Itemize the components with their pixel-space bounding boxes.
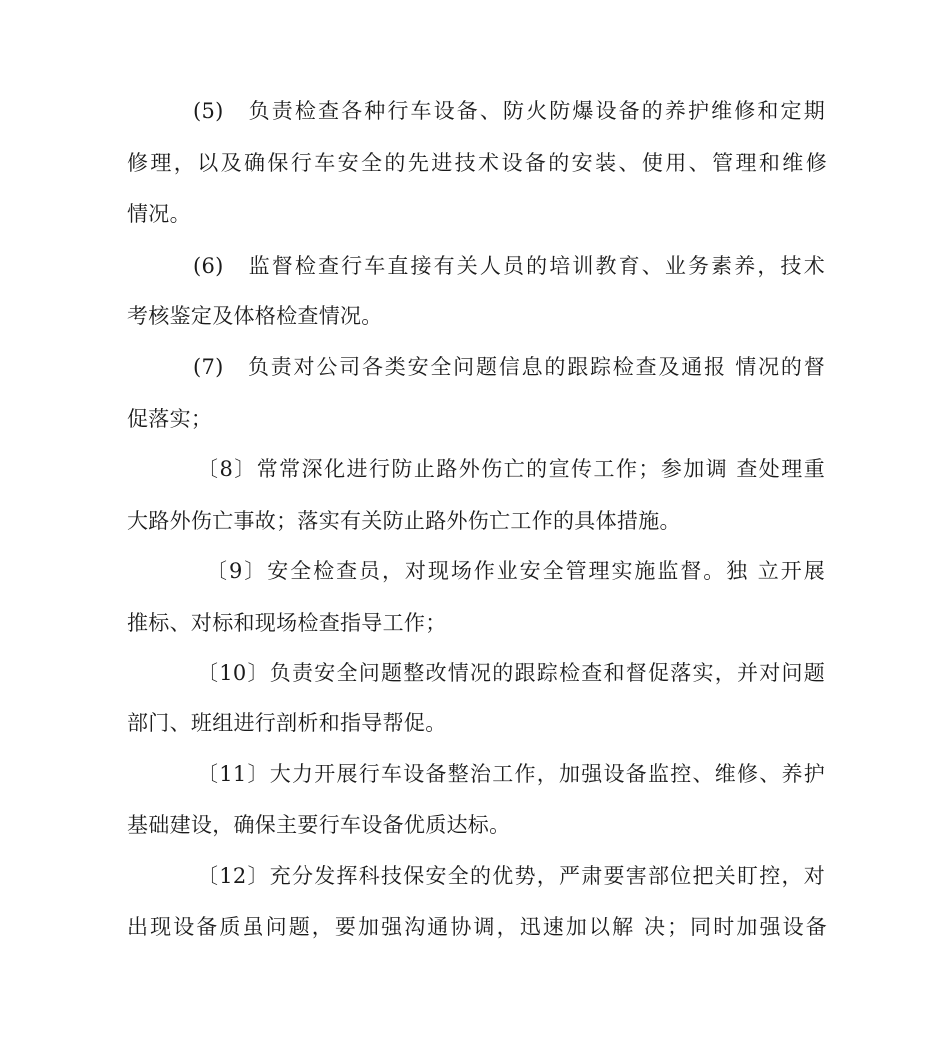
paragraph-7-line-1: (7) 负责对公司各类安全问题信息的跟踪检查及通报 情况的督 [193,355,825,379]
paragraph-12-line-1: 〔12〕充分发挥科技保安全的优势，严肃要害部位把关盯控，对 [197,864,825,888]
paragraph-12-line-2: 出现设备质虽问题，要加强沟通协调，迅速加以解 决；同时加强设备 [127,915,827,939]
paragraph-6-line-2: 考核鉴定及体格检查情况。 [127,304,383,328]
paragraph-7-line-2: 促落实； [127,407,213,431]
paragraph-9-line-2: 推标、对标和现场检查指导工作； [127,611,447,635]
paragraph-5-line-2: 修理，以及确保行车安全的先进技术设备的安装、使用、管理和维修 [127,151,827,175]
paragraph-6-line-1: (6) 监督检查行车直接有关人员的培训教育、业务素养，技术 [193,254,825,278]
paragraph-10-line-2: 部门、班组进行剖析和指导帮促。 [127,711,447,735]
paragraph-10-line-1: 〔10〕负责安全问题整改情况的跟踪检查和督促落实，并对问题 [197,661,825,685]
paragraph-11-line-1: 〔11〕大力开展行车设备整治工作，加强设备监控、维修、养护 [197,762,825,786]
paragraph-9-line-1: 〔9〕安全检查员，对现场作业安全管理实施监督。独 立开展 [206,559,825,583]
paragraph-8-line-1: 〔8〕常常深化进行防止路外伤亡的宣传工作；参加调 查处理重 [197,457,825,481]
paragraph-8-line-2: 大路外伤亡事故；落实有关防止路外伤亡工作的具体措施。 [127,509,681,533]
paragraph-5-line-3: 情况。 [127,202,191,226]
paragraph-5-line-1: (5) 负责检查各种行车设备、防火防爆设备的养护维修和定期 [193,99,825,123]
paragraph-11-line-2: 基础建设，确保主要行车设备优质达标。 [127,813,511,837]
